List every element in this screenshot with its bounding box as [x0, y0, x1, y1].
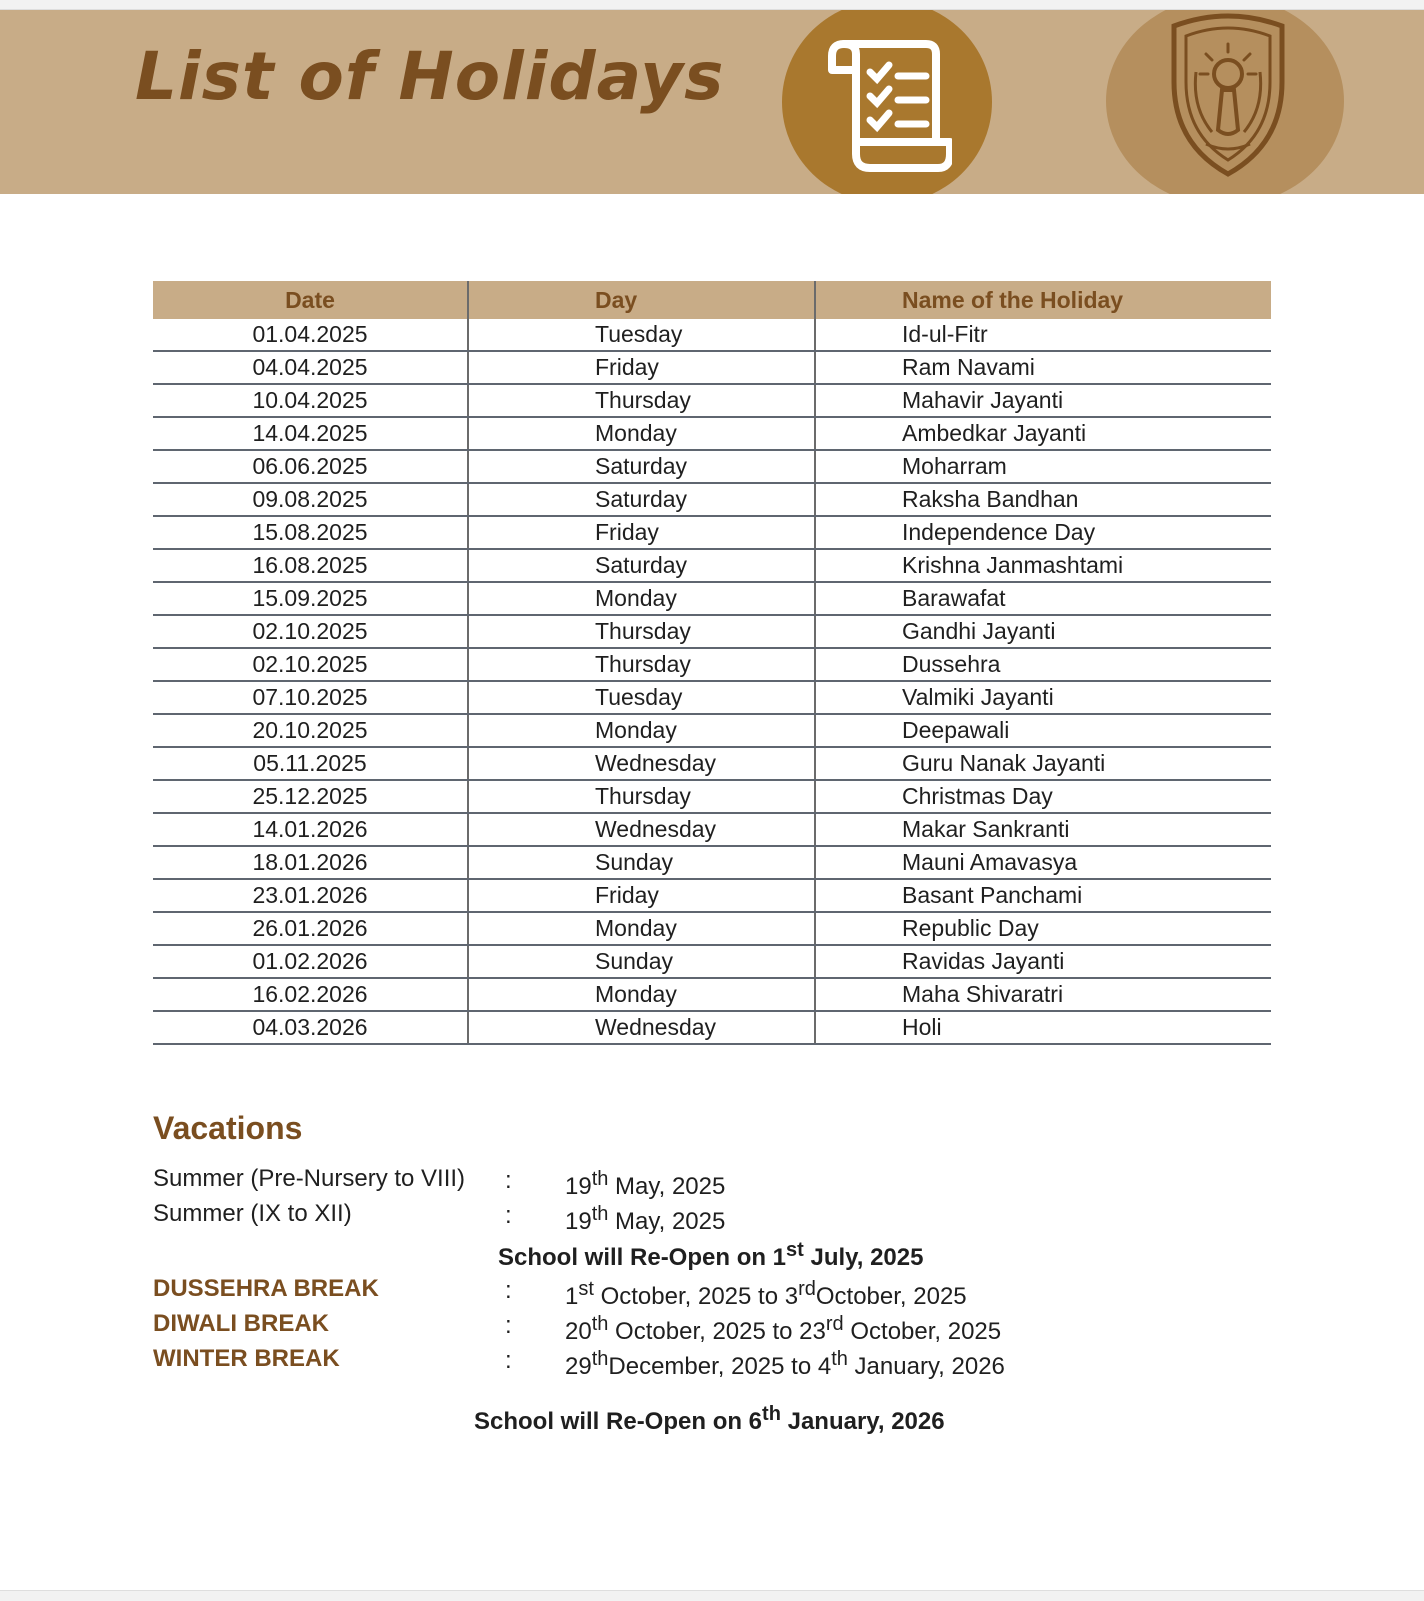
cell-holiday-name: Mauni Amavasya — [815, 846, 1271, 879]
ordinal-suffix: th — [591, 1203, 609, 1225]
reopen-text: School will Re-Open on 6 — [474, 1408, 763, 1435]
cell-holiday-name: Dussehra — [815, 648, 1271, 681]
cell-holiday-name: Ravidas Jayanti — [815, 945, 1271, 978]
checklist-icon-badge — [782, 10, 992, 194]
checklist-scroll-icon — [822, 30, 952, 180]
separator-colon: : — [505, 1312, 512, 1339]
date-rest: May, 2025 — [608, 1208, 726, 1235]
vacation-date — [565, 1342, 1005, 1384]
table-row — [153, 879, 1271, 912]
cell-day: Monday — [468, 978, 815, 1011]
table-row — [153, 483, 1271, 516]
header-banner — [0, 10, 1424, 194]
date-day: 1 — [565, 1283, 579, 1310]
table-row — [153, 615, 1271, 648]
cell-holiday-name: Mahavir Jayanti — [815, 384, 1271, 417]
table-row — [153, 319, 1271, 351]
table-row — [153, 1011, 1271, 1044]
table-row — [153, 945, 1271, 978]
reopen-notice-july — [498, 1233, 923, 1275]
cell-date: 25.12.2025 — [153, 780, 468, 813]
cell-day: Thursday — [468, 384, 815, 417]
reopen-text: July, 2025 — [803, 1244, 924, 1271]
date-day: 19 — [565, 1208, 592, 1235]
separator-colon: : — [505, 1167, 512, 1194]
ordinal-suffix: th — [591, 1168, 609, 1190]
ordinal-suffix: rd — [825, 1313, 844, 1335]
cell-day: Tuesday — [468, 681, 815, 714]
vacation-row-diwali-break — [153, 1307, 1153, 1345]
cell-holiday-name: Deepawali — [815, 714, 1271, 747]
vacation-label: WINTER BREAK — [153, 1345, 340, 1372]
cell-holiday-name: Id-ul-Fitr — [815, 319, 1271, 351]
page-bottom-edge — [0, 1590, 1424, 1601]
column-header-day: Day — [468, 281, 815, 319]
cell-holiday-name: Raksha Bandhan — [815, 483, 1271, 516]
cell-holiday-name: Republic Day — [815, 912, 1271, 945]
cell-holiday-name: Ambedkar Jayanti — [815, 417, 1271, 450]
ordinal-suffix: st — [786, 1239, 804, 1261]
vacation-label: DIWALI BREAK — [153, 1310, 329, 1337]
date-rest: December, 2025 to 4 — [608, 1353, 832, 1380]
cell-day: Wednesday — [468, 813, 815, 846]
cell-date: 10.04.2025 — [153, 384, 468, 417]
cell-day: Wednesday — [468, 747, 815, 780]
table-row — [153, 648, 1271, 681]
table-row — [153, 549, 1271, 582]
cell-day: Thursday — [468, 780, 815, 813]
reopen-notice-january — [474, 1397, 945, 1439]
cell-day: Tuesday — [468, 319, 815, 351]
cell-date: 15.08.2025 — [153, 516, 468, 549]
vacation-label: Summer (IX to XII) — [153, 1200, 352, 1227]
cell-date: 04.04.2025 — [153, 351, 468, 384]
cell-day: Wednesday — [468, 1011, 815, 1044]
cell-day: Friday — [468, 351, 815, 384]
ordinal-suffix: th — [831, 1348, 848, 1370]
cell-day: Thursday — [468, 615, 815, 648]
cell-date: 04.03.2026 — [153, 1011, 468, 1044]
holiday-table-body — [153, 319, 1271, 1044]
cell-date: 14.04.2025 — [153, 417, 468, 450]
table-row — [153, 912, 1271, 945]
table-row — [153, 351, 1271, 384]
cell-day: Sunday — [468, 945, 815, 978]
cell-date: 18.01.2026 — [153, 846, 468, 879]
cell-holiday-name: Makar Sankranti — [815, 813, 1271, 846]
cell-day: Monday — [468, 582, 815, 615]
cell-date: 16.02.2026 — [153, 978, 468, 1011]
cell-day: Saturday — [468, 483, 815, 516]
cell-holiday-name: Krishna Janmashtami — [815, 549, 1271, 582]
cell-date: 01.04.2025 — [153, 319, 468, 351]
cell-date: 15.09.2025 — [153, 582, 468, 615]
column-header-holiday-name: Name of the Holiday — [815, 281, 1271, 319]
cell-holiday-name: Basant Panchami — [815, 879, 1271, 912]
table-row — [153, 450, 1271, 483]
school-emblem-badge — [1106, 10, 1344, 194]
cell-date: 14.01.2026 — [153, 813, 468, 846]
vacation-row-dussehra-break — [153, 1272, 1153, 1310]
date-rest: October, 2025 — [815, 1283, 967, 1310]
table-row — [153, 516, 1271, 549]
ordinal-suffix: th — [591, 1348, 609, 1370]
date-rest: October, 2025 — [843, 1318, 1002, 1345]
table-row — [153, 582, 1271, 615]
cell-date: 20.10.2025 — [153, 714, 468, 747]
cell-date: 23.01.2026 — [153, 879, 468, 912]
table-row — [153, 780, 1271, 813]
date-rest: October, 2025 to 3 — [593, 1283, 799, 1310]
date-day: 20 — [565, 1318, 592, 1345]
vacation-row-summer-ix-xii — [153, 1197, 1153, 1235]
date-rest: January, 2026 — [847, 1353, 1005, 1380]
cell-day: Monday — [468, 417, 815, 450]
cell-holiday-name: Maha Shivaratri — [815, 978, 1271, 1011]
ordinal-suffix: st — [578, 1278, 594, 1300]
cell-holiday-name: Holi — [815, 1011, 1271, 1044]
cell-holiday-name: Independence Day — [815, 516, 1271, 549]
table-row — [153, 714, 1271, 747]
cell-day: Monday — [468, 912, 815, 945]
date-rest: May, 2025 — [608, 1173, 726, 1200]
reopen-text: School will Re-Open on 1 — [498, 1244, 787, 1271]
cell-holiday-name: Guru Nanak Jayanti — [815, 747, 1271, 780]
vacation-row-winter-break — [153, 1342, 1153, 1380]
separator-colon: : — [505, 1347, 512, 1374]
cell-day: Thursday — [468, 648, 815, 681]
vacation-row-summer-pre-nursery — [153, 1162, 1153, 1200]
page-top-edge — [0, 0, 1424, 10]
cell-date: 09.08.2025 — [153, 483, 468, 516]
separator-colon: : — [505, 1202, 512, 1229]
column-header-date: Date — [153, 281, 468, 319]
table-row — [153, 846, 1271, 879]
cell-date: 26.01.2026 — [153, 912, 468, 945]
cell-holiday-name: Gandhi Jayanti — [815, 615, 1271, 648]
cell-day: Saturday — [468, 450, 815, 483]
cell-day: Saturday — [468, 549, 815, 582]
cell-date: 01.02.2026 — [153, 945, 468, 978]
cell-date: 02.10.2025 — [153, 615, 468, 648]
table-row — [153, 384, 1271, 417]
date-day: 29 — [565, 1353, 592, 1380]
table-row — [153, 747, 1271, 780]
table-row — [153, 417, 1271, 450]
school-emblem-icon — [1166, 12, 1290, 182]
date-rest: October, 2025 to 23 — [608, 1318, 826, 1345]
ordinal-suffix: rd — [798, 1278, 816, 1300]
cell-holiday-name: Moharram — [815, 450, 1271, 483]
table-header-row — [153, 281, 1271, 319]
cell-date: 16.08.2025 — [153, 549, 468, 582]
cell-date: 02.10.2025 — [153, 648, 468, 681]
reopen-text: January, 2026 — [780, 1408, 945, 1435]
cell-day: Sunday — [468, 846, 815, 879]
vacations-heading: Vacations — [153, 1110, 303, 1146]
cell-holiday-name: Valmiki Jayanti — [815, 681, 1271, 714]
cell-date: 07.10.2025 — [153, 681, 468, 714]
ordinal-suffix: th — [591, 1313, 609, 1335]
ordinal-suffix: th — [762, 1403, 781, 1425]
cell-date: 05.11.2025 — [153, 747, 468, 780]
table-row — [153, 978, 1271, 1011]
holiday-table — [153, 281, 1271, 1045]
cell-day: Friday — [468, 879, 815, 912]
cell-date: 06.06.2025 — [153, 450, 468, 483]
table-row — [153, 813, 1271, 846]
cell-holiday-name: Christmas Day — [815, 780, 1271, 813]
page-title: List of Holidays — [135, 38, 725, 115]
table-row — [153, 681, 1271, 714]
cell-day: Monday — [468, 714, 815, 747]
cell-day: Friday — [468, 516, 815, 549]
vacation-label: Summer (Pre-Nursery to VIII) — [153, 1165, 466, 1192]
separator-colon: : — [505, 1277, 512, 1304]
cell-holiday-name: Barawafat — [815, 582, 1271, 615]
cell-holiday-name: Ram Navami — [815, 351, 1271, 384]
vacation-label: DUSSEHRA BREAK — [153, 1275, 379, 1302]
date-day: 19 — [565, 1173, 592, 1200]
